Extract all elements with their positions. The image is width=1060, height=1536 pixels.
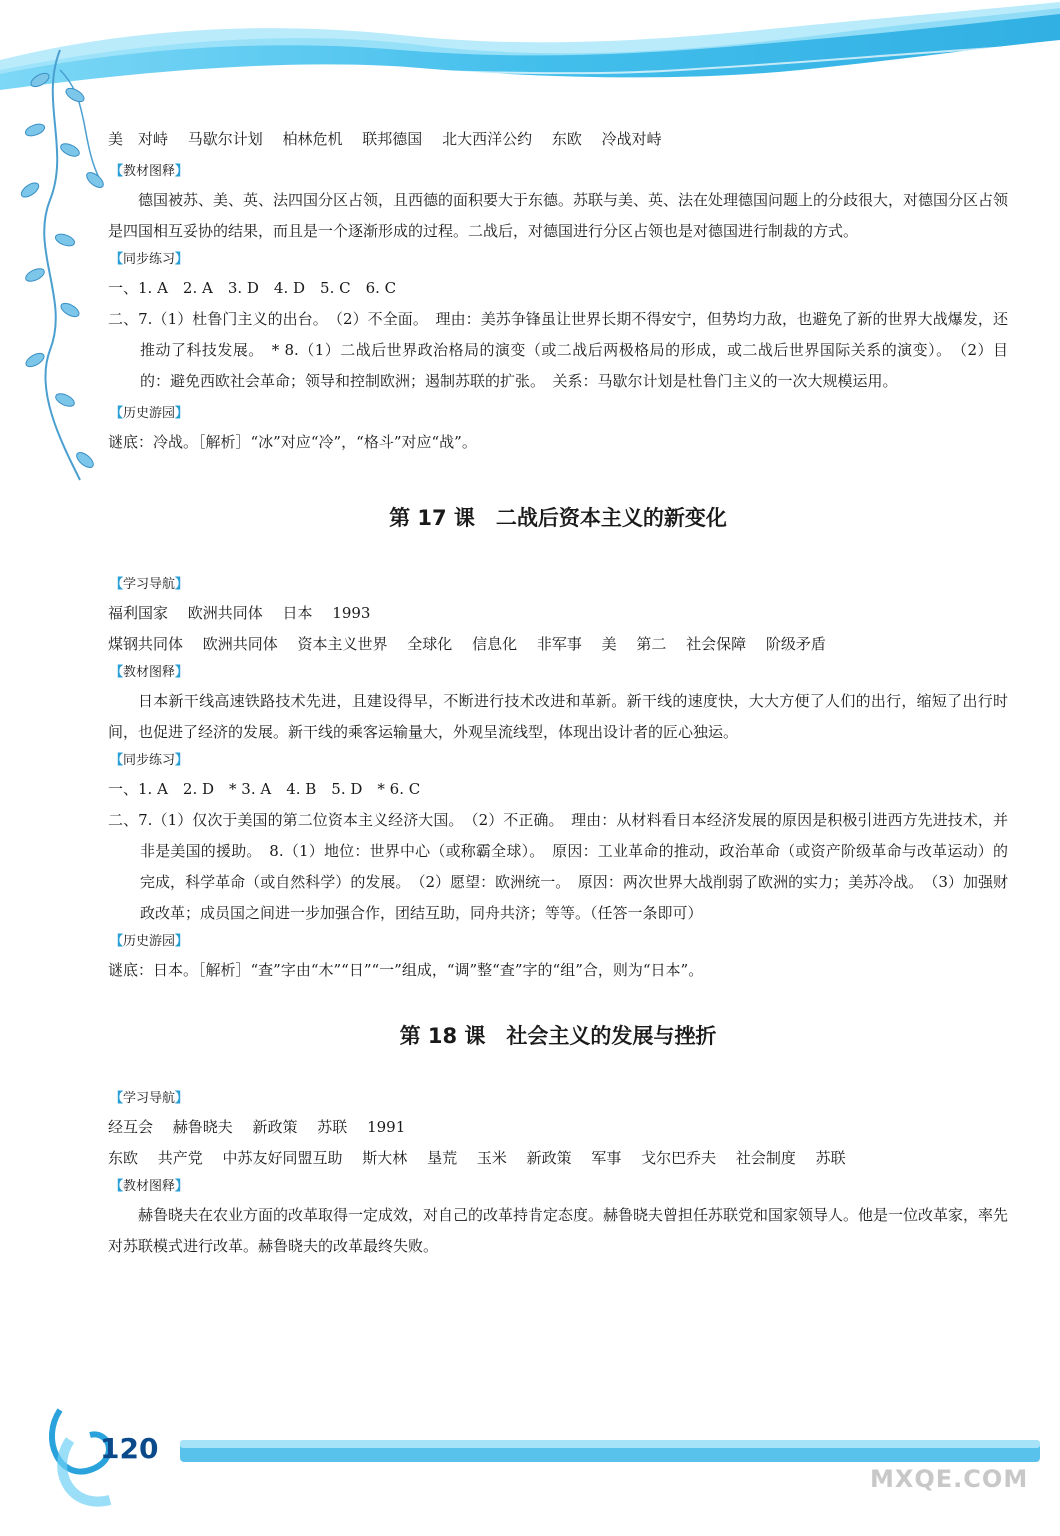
keywords-line: 美 对峙 马歇尔计划 柏林危机 联邦德国 北大西洋公约 东欧 冷战对峙 — [108, 130, 662, 148]
watermark-text: MXQE.COM — [870, 1465, 1029, 1493]
section-label-text: 同步练习 — [123, 753, 176, 768]
section-label-textbook: 【教材图释】 — [110, 164, 189, 179]
riddle-answer: 谜底：冷战。［解析］“冰”对应“冷”，“格斗”对应“战”。 — [108, 433, 477, 451]
riddle-answer: 谜底：日本。［解析］“查”字由“木”“日”“一”组成，“调”整“查”字的“组”合，则为“日本”。 — [108, 961, 704, 979]
bottom-decoration — [0, 1380, 1060, 1536]
lesson-18-title: 第 18 课 社会主义的发展与挫折 — [399, 1024, 717, 1048]
section-label-practice: 【同步练习】 — [110, 753, 189, 768]
practice-answers-choice: 一、1. A 2. D * 3. A 4. B 5. D * 6. C — [108, 780, 421, 798]
section-label-textbook: 【教材图释】 — [110, 1179, 189, 1194]
section-label-text: 教材图释 — [123, 665, 176, 680]
section-label-nav: 【学习导航】 — [110, 577, 189, 592]
section-label-text: 教材图释 — [123, 1179, 176, 1194]
section-label-garden: 【历史游园】 — [110, 406, 189, 421]
top-wave-banner — [0, 0, 1060, 120]
nav-keywords-1: 经互会 赫鲁晓夫 新政策 苏联 1991 — [108, 1118, 406, 1136]
section-label-practice: 【同步练习】 — [110, 252, 189, 267]
page-number: 120 — [100, 1432, 159, 1465]
section-label-garden: 【历史游园】 — [110, 934, 189, 949]
practice-answers-essay: 二、7.（1）仅次于美国的第二位资本主义经济大国。 （2）不正确。 理由：从材料看日本经济发展的原因是积极引进西方先进技术，并非是美国的援助。 8.（1）地位：世界中心（或称霸全球）。 原因：工业革命的推动，政治革命（或资产阶级革命与改革运动）的完成，科学革命（或自然科学）的发展。 （2）愿望：欧洲统一。 原因：两次世界大战削弱了欧洲的实力；美苏冷战。 （3）加强财政改革；成员国之间进一步加强合作，团结互助，同舟共济；等等。（任答一条即可） — [108, 811, 1008, 922]
practice-answers-essay: 二、7.（1）杜鲁门主义的出台。 （2）不全面。 理由：美苏争锋虽让世界长期不得安宁，但势均力敌，也避免了新的世界大战爆发，还推动了科技发展。 * 8.（1）二战后世界政治格局的演变（或二战后两极格局的形成，或二战后世界国际关系的演变）。 （2）目的：避免西欧社会革命；领导和控制欧洲；遏制苏联的扩张。 关系：马歇尔计划是杜鲁门主义的一次大规模运用。 — [108, 310, 1008, 390]
section-label-text: 学习导航 — [123, 577, 176, 592]
nav-keywords-1: 福利国家 欧洲共同体 日本 1993 — [108, 604, 371, 622]
section-label-text: 同步练习 — [123, 252, 176, 267]
textbook-paragraph: 日本新干线高速铁路技术先进，且建设得早，不断进行技术改进和革新。新干线的速度快，大大方便了人们的出行，缩短了出行时间，也促进了经济的发展。新干线的乘客运输量大，外观呈流线型，体现出设计者的匠心独运。 — [108, 692, 1008, 741]
lesson-17-title: 第 17 课 二战后资本主义的新变化 — [389, 506, 727, 530]
section-label-text: 历史游园 — [123, 934, 176, 949]
section-label-nav: 【学习导航】 — [110, 1091, 189, 1106]
section-label-text: 历史游园 — [123, 406, 176, 421]
section-label-textbook: 【教材图释】 — [110, 665, 189, 680]
section-label-text: 教材图释 — [123, 164, 176, 179]
nav-keywords-2: 煤钢共同体 欧洲共同体 资本主义世界 全球化 信息化 非军事 美 第二 社会保障 阶级矛盾 — [108, 635, 826, 653]
nav-keywords-2: 东欧 共产党 中苏友好同盟互助 斯大林 垦荒 玉米 新政策 军事 戈尔巴乔夫 社会制度 苏联 — [108, 1149, 846, 1167]
textbook-paragraph: 赫鲁晓夫在农业方面的改革取得一定成效，对自己的改革持肯定态度。赫鲁晓夫曾担任苏联党和国家领导人。他是一位改革家，率先对苏联模式进行改革。赫鲁晓夫的改革最终失败。 — [108, 1206, 1009, 1255]
page-content — [108, 124, 1008, 1262]
textbook-paragraph: 德国被苏、美、英、法四国分区占领，且西德的面积要大于东德。苏联与美、英、法在处理德国问题上的分歧很大，对德国分区占领是四国相互妥协的结果，而且是一个逐渐形成的过程。二战后，对德国进行分区占领也是对德国进行制裁的方式。 — [108, 191, 1009, 240]
section-label-text: 学习导航 — [123, 1091, 176, 1106]
practice-answers-choice: 一、1. A 2. A 3. D 4. D 5. C 6. C — [108, 279, 397, 297]
